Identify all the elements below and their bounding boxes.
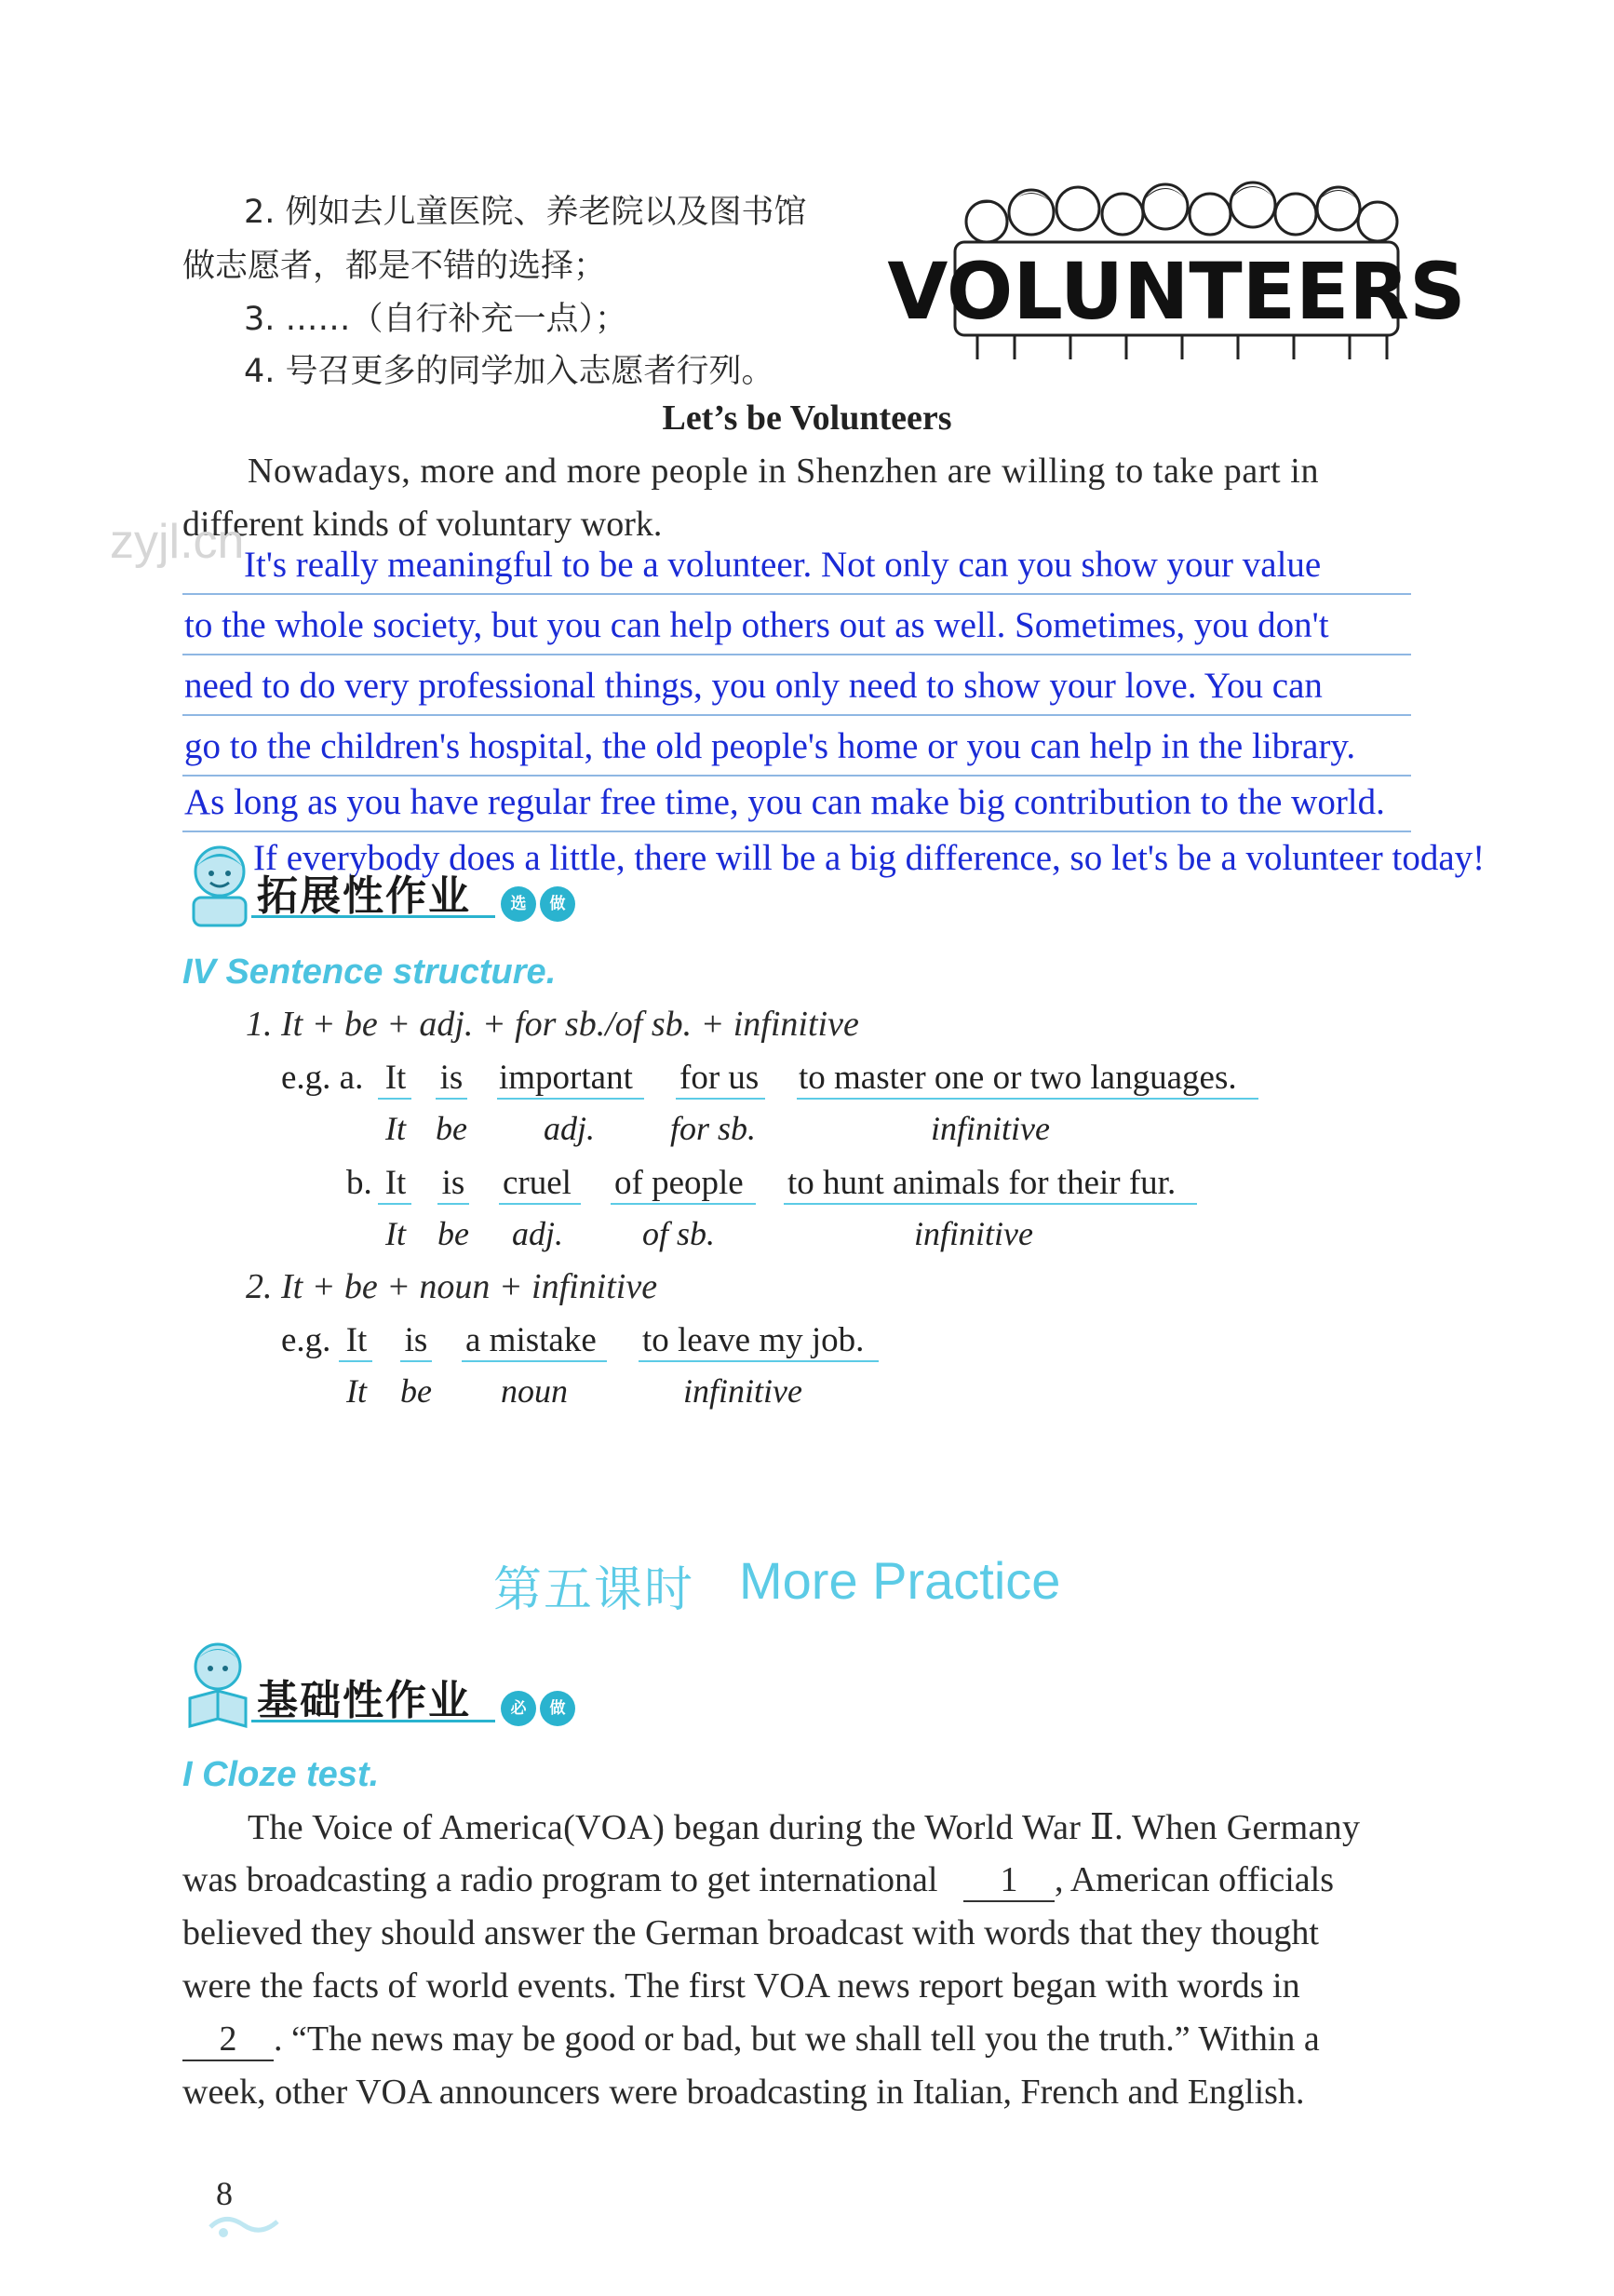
label-c-3: noun (501, 1372, 568, 1410)
example-underline (400, 1360, 432, 1362)
example-a-word-1: It (384, 1059, 407, 1097)
example-underline (497, 1098, 644, 1100)
example-c-word-4: to leave my job. (642, 1321, 865, 1359)
answer-rule (182, 593, 1411, 595)
label-b-2: be (437, 1215, 469, 1252)
label-b-1: It (385, 1215, 406, 1252)
cloze-line-5-text: . “The news may be good or bad, but we shall tell you the truth.” Within a (274, 2019, 1320, 2059)
reading-student-icon (182, 1639, 253, 1732)
watermark: zyjl.cn (110, 515, 245, 569)
example-a-word-2: is (439, 1059, 464, 1097)
example-b-word-3: cruel (503, 1164, 572, 1202)
example-b-prefix: b. (346, 1164, 372, 1202)
example-underline (339, 1360, 372, 1362)
cloze-line-1: The Voice of America(VOA) began during the World War Ⅱ. When Germany (248, 1808, 1361, 1847)
cloze-line-2 (182, 1859, 1334, 1902)
example-underline (436, 1098, 467, 1100)
example-underline (611, 1203, 756, 1205)
blank-2: 2 (182, 2019, 274, 2061)
essay-title: Let’s be Volunteers (662, 398, 952, 438)
answer-rule (182, 654, 1411, 655)
handwritten-line-2: to the whole society, but you can help others out as well. Sometimes, you don't (184, 605, 1329, 645)
example-a-word-4: for us (679, 1059, 760, 1097)
cloze-line-2-text: was broadcasting a radio program to get international (182, 1860, 938, 1899)
section-title-basic: 基础性作业 (257, 1677, 471, 1724)
example-b-word-2: is (441, 1164, 465, 1202)
volunteers-banner-text: VOLUNTEERS (887, 246, 1466, 337)
example-c-word-1: It (345, 1321, 368, 1359)
example-c-word-3: a mistake (465, 1321, 597, 1359)
outline-line-2-cont: 做志愿者，都是不错的选择； (182, 248, 607, 285)
example-underline (462, 1360, 607, 1362)
answer-rule (182, 775, 1411, 777)
example-a-word-5: to master one or two languages. (799, 1059, 1237, 1097)
cloze-line-2-tail: , American officials (1054, 1860, 1334, 1899)
example-underline (797, 1098, 1258, 1100)
example-underline (499, 1203, 581, 1205)
page-number: 8 (216, 2175, 233, 2212)
cloze-line-3: believed they should answer the German broadcast with words that they thought (182, 1913, 1319, 1952)
example-c-word-2: is (404, 1321, 428, 1359)
section-title-underline (251, 915, 495, 918)
handwritten-line-3: need to do very professional things, you only need to show your love. You can (184, 666, 1323, 706)
required-badge: 必 (501, 1691, 536, 1726)
answer-rule (182, 714, 1411, 716)
label-c-1: It (346, 1372, 367, 1410)
label-a-3: adj. (544, 1110, 596, 1147)
label-b-4: of sb. (642, 1215, 716, 1252)
handwritten-line-6: If everybody does a little, there will be a big difference, so let's be a volunteer today! (253, 838, 1486, 878)
volunteers-illustration (887, 177, 1466, 363)
example-b-word-5: to hunt animals for their fur. (787, 1164, 1177, 1202)
answer-rule (182, 831, 1411, 832)
section-title-underline (251, 1720, 495, 1722)
lesson-title-cn: 第五课时 (493, 1562, 695, 1618)
rule-1: 1. It + be + adj. + for sb./of sb. + infinitive (246, 1005, 859, 1044)
part-i-heading: I Cloze test. (182, 1755, 380, 1794)
student-mascot-icon (182, 840, 253, 929)
blank-1: 1 (963, 1859, 1055, 1902)
example-a-word-3: important (499, 1059, 633, 1097)
essay-intro-line-2: different kinds of voluntary work. (182, 505, 663, 544)
outline-line-4: 4. 号召更多的同学加入志愿者行列。 (244, 353, 774, 390)
page-corner-decoration-icon (207, 2208, 281, 2246)
example-underline (676, 1098, 765, 1100)
outline-line-3: 3. ……（自行补充一点）； (244, 301, 628, 338)
label-a-4: for sb. (670, 1110, 757, 1147)
handwritten-line-4: go to the children's hospital, the old people's home or you can help in the library. (184, 726, 1356, 766)
example-underline (639, 1360, 879, 1362)
label-b-3: adj. (512, 1215, 564, 1252)
label-a-2: be (436, 1110, 467, 1147)
rule-2: 2. It + be + noun + infinitive (246, 1267, 658, 1306)
cloze-line-6: week, other VOA announcers were broadcasting in Italian, French and English. (182, 2073, 1305, 2112)
example-c-prefix: e.g. (281, 1321, 331, 1359)
outline-line-2: 2. 例如去儿童医院、养老院以及图书馆 (244, 194, 807, 231)
label-a-5: infinitive (931, 1110, 1050, 1147)
essay-intro-line-1: Nowadays, more and more people in Shenzhen are willing to take part in (248, 452, 1320, 491)
section-title-extension: 拓展性作业 (257, 872, 471, 920)
optional-badge: 选 (501, 886, 536, 922)
optional-badge: 做 (540, 886, 575, 922)
cloze-line-4: were the facts of world events. The first VOA news report began with words in (182, 1966, 1300, 2006)
example-b-word-4: of people (614, 1164, 744, 1202)
required-badge: 做 (540, 1691, 575, 1726)
example-b-word-1: It (384, 1164, 407, 1202)
example-underline (378, 1203, 411, 1205)
handwritten-line-1: It's really meaningful to be a volunteer. Not only can you show your value (244, 545, 1322, 585)
example-underline (437, 1203, 469, 1205)
label-b-5: infinitive (914, 1215, 1033, 1252)
label-c-2: be (400, 1372, 432, 1410)
cloze-line-5 (182, 2019, 1320, 2061)
label-a-1: It (385, 1110, 406, 1147)
example-underline (378, 1098, 411, 1100)
handwritten-line-5: As long as you have regular free time, you can make big contribution to the world. (184, 782, 1385, 822)
label-c-4: infinitive (683, 1372, 802, 1410)
example-underline (784, 1203, 1197, 1205)
part-iv-heading: IV Sentence structure. (182, 952, 557, 992)
lesson-title-en: More Practice (739, 1551, 1061, 1610)
example-a-prefix: e.g. a. (281, 1059, 364, 1097)
